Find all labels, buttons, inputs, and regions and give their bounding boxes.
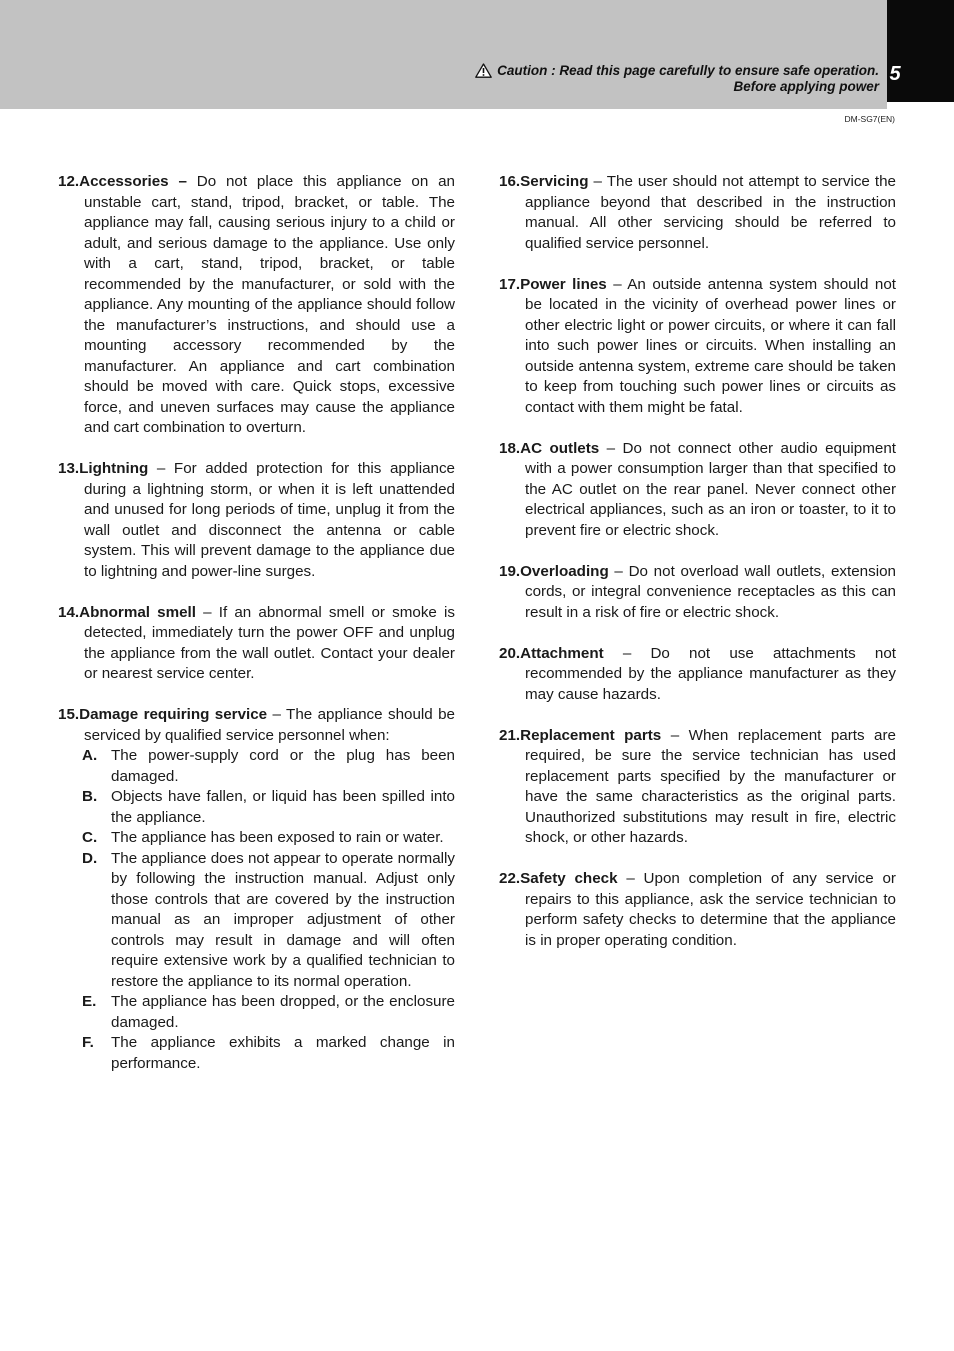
sub-item xyxy=(58,828,455,849)
item-text: – When replacement parts are required, be sure the service technician has used replacement parts specified by the manufacturer or have the same characteristics as the original parts. Unauthorized substitutions may result in fire, electric shock, or other hazards. xyxy=(525,726,896,846)
sub-item-letter: E. xyxy=(82,993,97,1010)
item-text: – Do not overload wall outlets, extension cords, or integral convenience receptacles as this can result in a risk of fire or electric shock. xyxy=(525,562,896,621)
sub-item-text: The appliance has been dropped, or the enclosure damaged. xyxy=(111,993,455,1031)
item-title: 13.Lightning xyxy=(58,460,149,477)
sub-item-text: The power-supply cord or the plug has been damaged. xyxy=(111,747,455,785)
section-subtitle: Before applying power xyxy=(733,78,879,94)
item-paragraph xyxy=(499,172,896,254)
item-lightning xyxy=(58,459,455,582)
item-text: Do not place this appliance on an unstable cart, stand, tripod, bracket, or table. The appliance may fall, causing serious injury to a child or adult, and serious damage to the appliance. Use only with a cart, stand, tripod, bracket, or table recommended by the manufacturer, or sold with the appliance. Any mounting of the appliance should follow the manufacturer’s instructions, and should use a mounting accessory recommended by the manufacturer. An appliance and cart combination should be moved with care. Quick stops, excessive force, and uneven surfaces may cause the appliance and cart combination to overturn. xyxy=(84,173,455,436)
item-title: 15.Damage requiring service xyxy=(58,706,268,723)
item-servicing xyxy=(499,172,896,254)
right-column xyxy=(499,172,896,972)
sub-item-letter: F. xyxy=(82,1034,94,1051)
sub-item-text: The appliance does not appear to operate normally by following the instruction manual. Adjust only those controls that are covered by the instruction manual as an improper adjustment of other controls may result in damage and will often require extensive work by a qualified technician to restore the appliance to its normal operation. xyxy=(111,849,455,990)
item-text: – Do not connect other audio equipment with a power consumption larger than that specified to the AC outlet on the rear panel. Never connect other electrical appliances, such as an iron or toaster, to it to prevent fire or electric shock. xyxy=(525,439,896,539)
item-replacement-parts xyxy=(499,726,896,849)
item-text: – For added protection for this appliance during a lightning storm, or when it is left unattended and unused for long periods of time, unplug it from the wall outlet and disconnect the antenna or cable system. This will prevent damage to the appliance due to lightning and power-line surges. xyxy=(84,460,455,580)
caution-line xyxy=(475,63,879,79)
item-title: 14.Abnormal smell xyxy=(58,603,196,621)
item-paragraph xyxy=(499,275,896,419)
sub-item-letter: B. xyxy=(82,788,98,805)
sub-item-text: The appliance has been exposed to rain or water. xyxy=(111,829,444,846)
item-title: 16.Servicing xyxy=(499,173,589,190)
left-column xyxy=(58,172,455,1095)
item-paragraph xyxy=(499,869,896,951)
page-number-tab xyxy=(887,0,954,102)
item-text: – The user should not attempt to service the appliance beyond that described in the instruction manual. All other servicing should be referred to qualified service personnel. xyxy=(525,173,896,252)
sub-item-letter: A. xyxy=(82,747,98,764)
item-text: – Upon completion of any service or repairs to this appliance, ask the service technician to perform safety checks to determine that the appliance is in proper operating condition. xyxy=(525,870,896,949)
item-paragraph xyxy=(58,459,455,582)
item-text: – The appliance should be serviced by qualified service personnel when: xyxy=(84,706,455,744)
sub-item-letter: D. xyxy=(82,849,98,867)
model-code: DM-SG7(EN) xyxy=(844,114,895,124)
item-ac-outlets xyxy=(499,439,896,542)
item-title: 20.Attachment xyxy=(499,644,604,662)
item-title: 21.Replacement parts xyxy=(499,726,662,744)
item-safety-check xyxy=(499,869,896,951)
item-paragraph xyxy=(58,603,455,685)
item-title: 19.Overloading xyxy=(499,562,609,580)
item-paragraph xyxy=(58,705,455,746)
item-title: 18.AC outlets xyxy=(499,439,600,457)
item-power-lines xyxy=(499,275,896,419)
item-overloading xyxy=(499,562,896,624)
sub-item-text: Objects have fallen, or liquid has been spilled into the appliance. xyxy=(111,788,455,826)
item-abnormal-smell xyxy=(58,603,455,685)
page-number: 5 xyxy=(889,63,901,85)
sub-item xyxy=(58,849,455,993)
warning-triangle-icon xyxy=(475,63,492,78)
caution-header xyxy=(475,63,879,94)
item-paragraph xyxy=(499,562,896,624)
item-text: – An outside antenna system should not be located in the vicinity of overhead power lines or other electric light or power circuits, or where it can fall into such power lines or circuits. When installing an outside antenna system, extreme care should be taken to keep from touching such power lines or circuits as contact with them might be fatal. xyxy=(525,275,896,416)
item-accessories xyxy=(58,172,455,439)
sub-item xyxy=(58,787,455,828)
sub-item-letter: C. xyxy=(82,829,98,846)
sub-item-text: The appliance exhibits a marked change in performance. xyxy=(111,1034,455,1072)
item-title: 17.Power lines xyxy=(499,275,607,293)
sub-item xyxy=(58,1033,455,1074)
item-paragraph xyxy=(499,644,896,706)
sub-item xyxy=(58,992,455,1033)
item-attachment xyxy=(499,644,896,706)
item-text: – Do not use attachments not recommended by the appliance manufacturer as they may cause hazards. xyxy=(525,644,896,703)
item-title: 12.Accessories – xyxy=(58,173,187,190)
item-paragraph xyxy=(58,172,455,439)
sub-item xyxy=(58,746,455,787)
item-paragraph xyxy=(499,726,896,849)
item-paragraph xyxy=(499,439,896,542)
item-damage-requiring-service xyxy=(58,705,455,1074)
caution-text: Caution : Read this page carefully to ensure safe operation. xyxy=(497,63,879,78)
item-title: 22.Safety check xyxy=(499,870,618,887)
item-text: – If an abnormal smell or smoke is detected, immediately turn the power OFF and unplug the appliance from the wall outlet. Contact your dealer or nearest service center. xyxy=(84,603,455,682)
